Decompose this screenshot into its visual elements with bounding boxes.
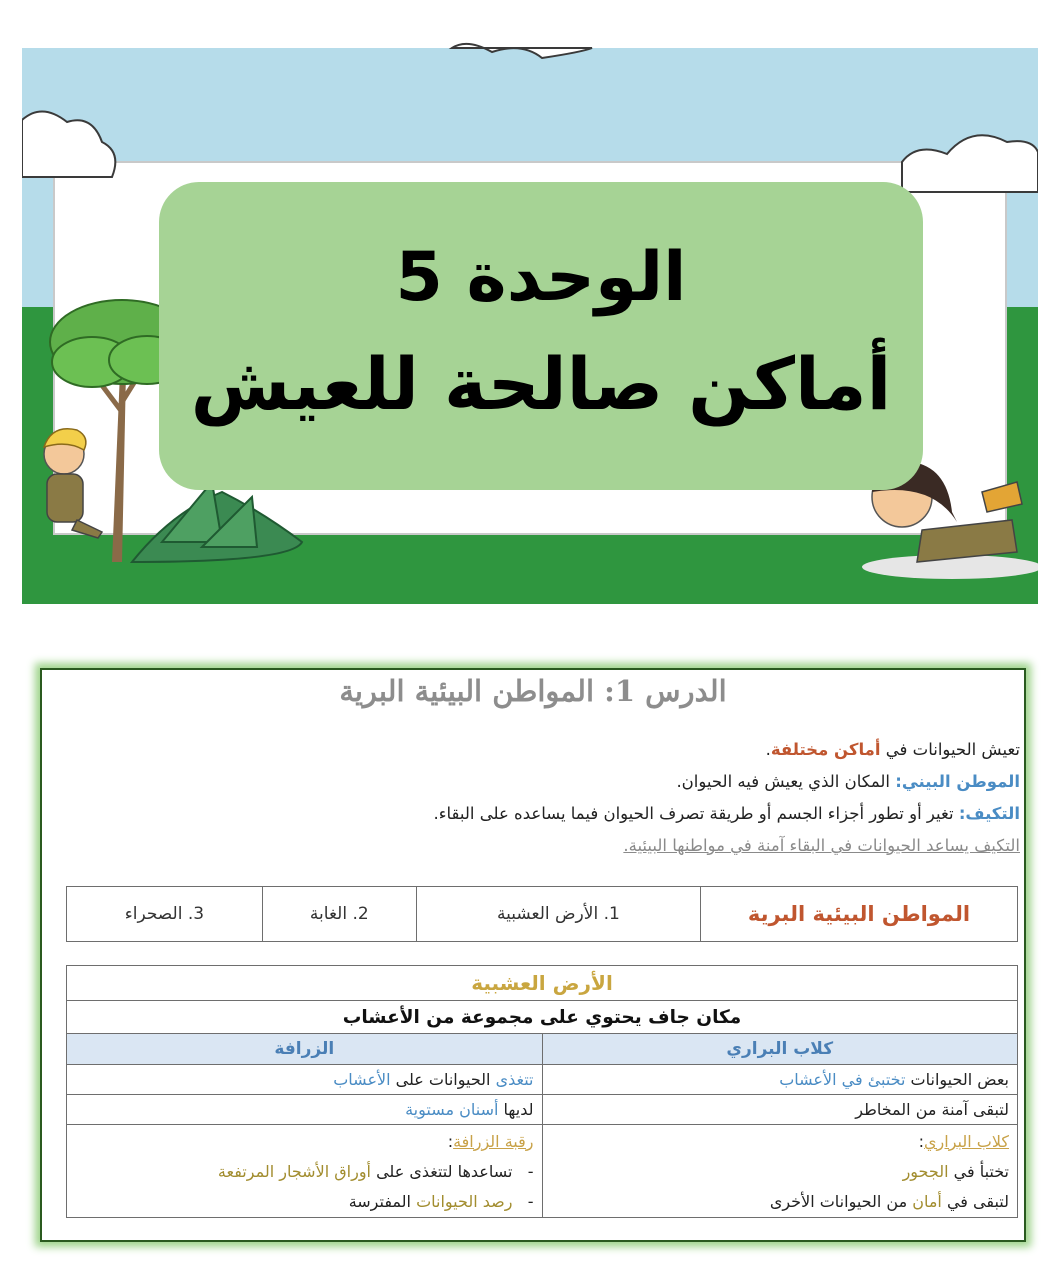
intro-line (766, 740, 1020, 759)
giraffe-label-line (75, 1127, 534, 1157)
text: من الحيوانات الأخرى (769, 1192, 913, 1211)
grassland-title: الأرض العشبية (67, 966, 1018, 1001)
habitat-term: الموطن البيني: (895, 772, 1020, 791)
adaptation-note: التكيف يساعد الحيوانات في البقاء آمنة في مواطنها البيئية. (623, 836, 1020, 855)
giraffe-row-1 (67, 1065, 543, 1095)
giraffe-row-2 (67, 1095, 543, 1125)
adaptation-definition (434, 804, 1020, 823)
text: لديها (498, 1100, 534, 1119)
lesson-slide (40, 668, 1026, 1242)
grassland-table (66, 965, 1018, 1218)
prairie-details (542, 1125, 1018, 1218)
grassland-definition: مكان جاف يحتوي على مجموعة من الأعشاب (67, 1001, 1018, 1034)
colon: : (918, 1132, 925, 1151)
giraffe-row-4 (75, 1187, 534, 1217)
prairie-row-1 (542, 1065, 1018, 1095)
intro-highlight: أماكن مختلفة (770, 740, 881, 759)
unit-title-box (159, 182, 923, 490)
habitats-header: المواطن البيئية البرية (701, 887, 1018, 942)
unit-slide (22, 42, 1038, 604)
text: بعض الحيوانات (905, 1070, 1009, 1089)
dash: - (527, 1192, 534, 1211)
highlight: الجحور (902, 1162, 949, 1181)
highlight: أسنان مستوية (405, 1100, 499, 1119)
col-giraffe: الزرافة (67, 1034, 543, 1065)
colon: : (447, 1132, 454, 1151)
adaptation-text: تغير أو تطور أجزاء الجسم أو طريقة تصرف الحيوان فيما يساعده على البقاء. (433, 804, 959, 823)
intro-prefix: تعيش الحيوانات في (880, 740, 1020, 759)
text: لتبقى في (941, 1192, 1009, 1211)
text: تساعدها لتتغذى على (370, 1162, 513, 1181)
label: كلاب البراري (924, 1132, 1009, 1151)
lesson-title: الدرس 1: المواطن البيئية البرية (339, 674, 727, 708)
adaptation-term: التكيف: (958, 804, 1020, 823)
highlight: رصد الحيوانات (416, 1192, 513, 1211)
habitats-table (66, 886, 1018, 942)
highlight: أمان (912, 1192, 942, 1211)
habitat-definition (676, 772, 1020, 791)
highlight: أوراق الأشجار المرتفعة (217, 1162, 371, 1181)
col-prairie-dogs: كلاب البراري (542, 1034, 1018, 1065)
giraffe-row-3 (75, 1157, 534, 1187)
habitat-text: المكان الذي يعيش فيه الحيوان. (676, 772, 896, 791)
highlight: الأعشاب (333, 1070, 391, 1089)
habitat-desert: 3. الصحراء (67, 887, 263, 942)
habitat-grassland: 1. الأرض العشبية (416, 887, 700, 942)
unit-title: الوحدة 5 (395, 238, 687, 317)
prairie-row-3 (551, 1157, 1010, 1187)
highlight: تتغذى (495, 1070, 534, 1089)
text: المفترسة (348, 1192, 417, 1211)
dash: - (527, 1162, 534, 1181)
habitat-forest: 2. الغابة (262, 887, 416, 942)
intro-suffix: . (765, 740, 771, 759)
unit-subtitle: أماكن صالحة للعيش (190, 342, 892, 426)
text: الحيوانات على (390, 1070, 496, 1089)
highlight: تختبئ في الأعشاب (779, 1070, 906, 1089)
label: رقبة الزرافة (453, 1132, 534, 1151)
text: تختبأ في (948, 1162, 1009, 1181)
prairie-label-line (551, 1127, 1010, 1157)
prairie-row-2: لتبقى آمنة من المخاطر (542, 1095, 1018, 1125)
prairie-row-4 (551, 1187, 1010, 1217)
giraffe-details (67, 1125, 543, 1218)
